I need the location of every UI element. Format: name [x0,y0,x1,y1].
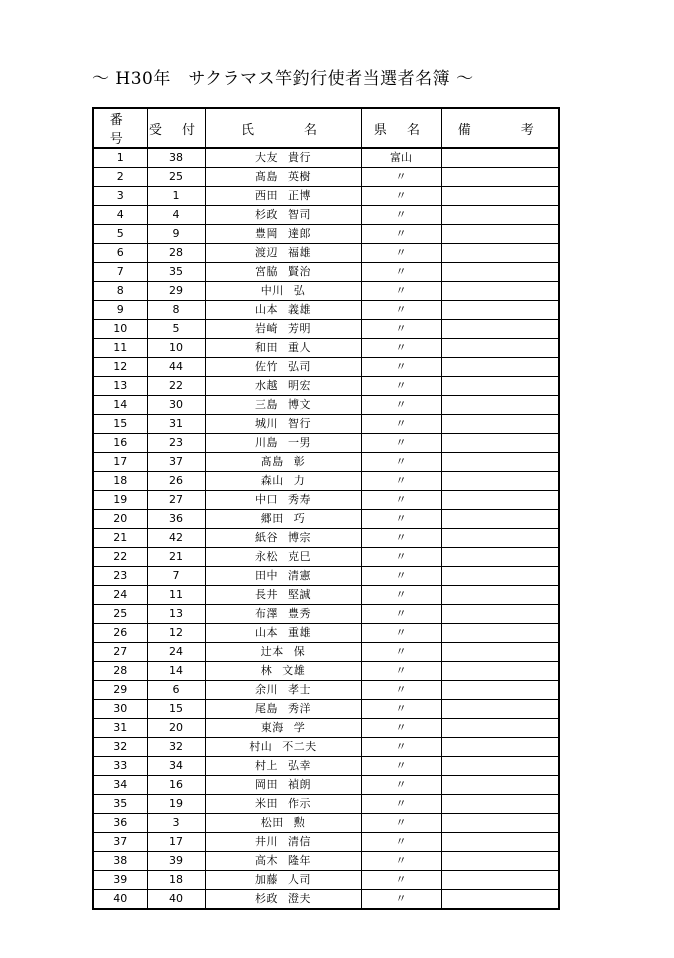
row-number-cell: 17 [93,453,147,472]
name-cell: 山本 重雄 [205,624,361,643]
name-cell: 高木 隆年 [205,852,361,871]
table-row [93,396,559,415]
prefecture-cell: 〃 [361,529,441,548]
receipt-number-cell: 30 [147,396,205,415]
row-number-cell: 4 [93,206,147,225]
row-number-cell: 15 [93,415,147,434]
name-cell: 宮脇 賢治 [205,263,361,282]
prefecture-cell: 〃 [361,605,441,624]
table-row [93,624,559,643]
receipt-number-cell: 13 [147,605,205,624]
name-cell: 加藤 人司 [205,871,361,890]
table-row [93,529,559,548]
prefecture-cell: 〃 [361,643,441,662]
remarks-cell [441,700,559,719]
row-number-cell: 20 [93,510,147,529]
remarks-cell [441,148,559,168]
name-cell: 松田 勲 [205,814,361,833]
remarks-cell [441,605,559,624]
prefecture-cell: 〃 [361,263,441,282]
receipt-number-cell: 20 [147,719,205,738]
remarks-cell [441,795,559,814]
header-name: 氏 名 [205,108,361,148]
row-number-cell: 36 [93,814,147,833]
receipt-number-cell: 27 [147,491,205,510]
prefecture-cell: 〃 [361,491,441,510]
prefecture-cell: 〃 [361,719,441,738]
remarks-cell [441,225,559,244]
remarks-cell [441,890,559,910]
table-row [93,206,559,225]
row-number-cell: 8 [93,282,147,301]
name-cell: 大友 貴行 [205,148,361,168]
table-row [93,282,559,301]
prefecture-cell: 〃 [361,168,441,187]
table-row [93,358,559,377]
table-row [93,548,559,567]
table-row [93,700,559,719]
row-number-cell: 11 [93,339,147,358]
row-number-cell: 25 [93,605,147,624]
remarks-cell [441,206,559,225]
receipt-number-cell: 44 [147,358,205,377]
receipt-number-cell: 36 [147,510,205,529]
row-number-cell: 14 [93,396,147,415]
table-row [93,643,559,662]
prefecture-cell: 〃 [361,757,441,776]
name-cell: 三島 博文 [205,396,361,415]
row-number-cell: 34 [93,776,147,795]
table-row [93,225,559,244]
name-cell: 郷田 巧 [205,510,361,529]
name-cell: 村上 弘幸 [205,757,361,776]
name-cell: 辻本 保 [205,643,361,662]
table-body [93,148,559,909]
name-cell: 余川 孝士 [205,681,361,700]
name-cell: 中川 弘 [205,282,361,301]
row-number-cell: 13 [93,377,147,396]
remarks-cell [441,187,559,206]
remarks-cell [441,244,559,263]
table-row [93,795,559,814]
name-cell: 杉政 澄夫 [205,890,361,910]
receipt-number-cell: 4 [147,206,205,225]
remarks-cell [441,548,559,567]
remarks-cell [441,168,559,187]
header-remarks: 備 考 [441,108,559,148]
prefecture-cell: 〃 [361,415,441,434]
remarks-cell [441,339,559,358]
prefecture-cell: 〃 [361,320,441,339]
row-number-cell: 31 [93,719,147,738]
row-number-cell: 32 [93,738,147,757]
remarks-cell [441,681,559,700]
receipt-number-cell: 7 [147,567,205,586]
row-number-cell: 24 [93,586,147,605]
row-number-cell: 16 [93,434,147,453]
remarks-cell [441,738,559,757]
table-row [93,148,559,168]
name-cell: 田中 清憲 [205,567,361,586]
receipt-number-cell: 26 [147,472,205,491]
receipt-number-cell: 8 [147,301,205,320]
receipt-number-cell: 10 [147,339,205,358]
name-cell: 中口 秀寿 [205,491,361,510]
receipt-number-cell: 18 [147,871,205,890]
receipt-number-cell: 37 [147,453,205,472]
remarks-cell [441,776,559,795]
remarks-cell [441,757,559,776]
receipt-number-cell: 5 [147,320,205,339]
prefecture-cell: 〃 [361,510,441,529]
prefecture-cell: 〃 [361,282,441,301]
header-receipt: 受 付 [147,108,205,148]
prefecture-cell: 〃 [361,377,441,396]
row-number-cell: 21 [93,529,147,548]
remarks-cell [441,624,559,643]
remarks-cell [441,320,559,339]
name-cell: 豊岡 達郎 [205,225,361,244]
receipt-number-cell: 11 [147,586,205,605]
name-cell: 西田 正博 [205,187,361,206]
row-number-cell: 30 [93,700,147,719]
prefecture-cell: 〃 [361,852,441,871]
row-number-cell: 22 [93,548,147,567]
prefecture-cell: 〃 [361,548,441,567]
receipt-number-cell: 39 [147,852,205,871]
prefecture-cell: 〃 [361,453,441,472]
table-row [93,434,559,453]
name-cell: 山本 義雄 [205,301,361,320]
table-row [93,263,559,282]
prefecture-cell: 〃 [361,871,441,890]
table-row [93,339,559,358]
header-number: 番 号 [93,108,147,148]
table-row [93,320,559,339]
table-row [93,719,559,738]
table-row [93,301,559,320]
prefecture-cell: 〃 [361,795,441,814]
receipt-number-cell: 3 [147,814,205,833]
prefecture-cell: 〃 [361,187,441,206]
row-number-cell: 27 [93,643,147,662]
prefecture-cell: 〃 [361,396,441,415]
remarks-cell [441,301,559,320]
table-row [93,871,559,890]
row-number-cell: 35 [93,795,147,814]
table-row [93,605,559,624]
header-prefecture: 県 名 [361,108,441,148]
row-number-cell: 2 [93,168,147,187]
name-cell: 尾島 秀洋 [205,700,361,719]
prefecture-cell: 〃 [361,358,441,377]
name-cell: 髙島 彰 [205,453,361,472]
table-row [93,681,559,700]
receipt-number-cell: 12 [147,624,205,643]
name-cell: 布澤 豊秀 [205,605,361,624]
table-row [93,377,559,396]
row-number-cell: 12 [93,358,147,377]
remarks-cell [441,871,559,890]
name-cell: 渡辺 福雄 [205,244,361,263]
table-row [93,453,559,472]
name-cell: 岩崎 芳明 [205,320,361,339]
remarks-cell [441,377,559,396]
table-row [93,472,559,491]
table-row [93,852,559,871]
row-number-cell: 28 [93,662,147,681]
table-row [93,168,559,187]
table-row [93,510,559,529]
table-row [93,757,559,776]
row-number-cell: 9 [93,301,147,320]
table-row [93,662,559,681]
name-cell: 佐竹 弘司 [205,358,361,377]
prefecture-cell: 〃 [361,890,441,910]
receipt-number-cell: 6 [147,681,205,700]
receipt-number-cell: 22 [147,377,205,396]
name-cell: 岡田 禎朗 [205,776,361,795]
remarks-cell [441,643,559,662]
remarks-cell [441,282,559,301]
table-row [93,567,559,586]
table-header-row [93,108,559,148]
name-cell: 水越 明宏 [205,377,361,396]
remarks-cell [441,510,559,529]
remarks-cell [441,472,559,491]
prefecture-cell: 富山 [361,148,441,168]
remarks-cell [441,396,559,415]
name-cell: 米田 作示 [205,795,361,814]
remarks-cell [441,263,559,282]
receipt-number-cell: 40 [147,890,205,910]
remarks-cell [441,358,559,377]
prefecture-cell: 〃 [361,567,441,586]
prefecture-cell: 〃 [361,662,441,681]
prefecture-cell: 〃 [361,244,441,263]
remarks-cell [441,453,559,472]
row-number-cell: 7 [93,263,147,282]
name-cell: 長井 堅誠 [205,586,361,605]
row-number-cell: 23 [93,567,147,586]
row-number-cell: 3 [93,187,147,206]
name-cell: 村山 不二夫 [205,738,361,757]
table-row [93,738,559,757]
row-number-cell: 10 [93,320,147,339]
receipt-number-cell: 32 [147,738,205,757]
remarks-cell [441,567,559,586]
name-cell: 林 文雄 [205,662,361,681]
remarks-cell [441,434,559,453]
name-cell: 紙谷 博宗 [205,529,361,548]
receipt-number-cell: 21 [147,548,205,567]
prefecture-cell: 〃 [361,339,441,358]
prefecture-cell: 〃 [361,738,441,757]
row-number-cell: 1 [93,148,147,168]
table-row [93,776,559,795]
receipt-number-cell: 25 [147,168,205,187]
row-number-cell: 40 [93,890,147,910]
row-number-cell: 33 [93,757,147,776]
prefecture-cell: 〃 [361,472,441,491]
row-number-cell: 39 [93,871,147,890]
prefecture-cell: 〃 [361,700,441,719]
row-number-cell: 19 [93,491,147,510]
remarks-cell [441,491,559,510]
receipt-number-cell: 16 [147,776,205,795]
table-row [93,187,559,206]
table-row [93,244,559,263]
name-cell: 東海 学 [205,719,361,738]
prefecture-cell: 〃 [361,586,441,605]
prefecture-cell: 〃 [361,776,441,795]
row-number-cell: 37 [93,833,147,852]
remarks-cell [441,814,559,833]
prefecture-cell: 〃 [361,833,441,852]
row-number-cell: 29 [93,681,147,700]
row-number-cell: 26 [93,624,147,643]
receipt-number-cell: 19 [147,795,205,814]
receipt-number-cell: 38 [147,148,205,168]
prefecture-cell: 〃 [361,681,441,700]
winners-table [92,107,560,910]
name-cell: 森山 力 [205,472,361,491]
name-cell: 川島 一男 [205,434,361,453]
table-row [93,491,559,510]
table-row [93,833,559,852]
prefecture-cell: 〃 [361,206,441,225]
table-row [93,890,559,910]
prefecture-cell: 〃 [361,301,441,320]
receipt-number-cell: 42 [147,529,205,548]
receipt-number-cell: 35 [147,263,205,282]
receipt-number-cell: 34 [147,757,205,776]
table-row [93,586,559,605]
receipt-number-cell: 24 [147,643,205,662]
remarks-cell [441,415,559,434]
remarks-cell [441,719,559,738]
name-cell: 永松 克巳 [205,548,361,567]
remarks-cell [441,662,559,681]
receipt-number-cell: 1 [147,187,205,206]
name-cell: 城川 智行 [205,415,361,434]
remarks-cell [441,833,559,852]
row-number-cell: 18 [93,472,147,491]
name-cell: 杉政 智司 [205,206,361,225]
table-row [93,415,559,434]
receipt-number-cell: 9 [147,225,205,244]
receipt-number-cell: 14 [147,662,205,681]
receipt-number-cell: 15 [147,700,205,719]
prefecture-cell: 〃 [361,434,441,453]
prefecture-cell: 〃 [361,624,441,643]
row-number-cell: 5 [93,225,147,244]
receipt-number-cell: 28 [147,244,205,263]
prefecture-cell: 〃 [361,814,441,833]
receipt-number-cell: 29 [147,282,205,301]
receipt-number-cell: 31 [147,415,205,434]
page-title: 〜 H30年 サクラマス竿釣行使者当選者名簿 〜 [92,69,474,89]
name-cell: 髙島 英樹 [205,168,361,187]
remarks-cell [441,586,559,605]
row-number-cell: 6 [93,244,147,263]
name-cell: 和田 重人 [205,339,361,358]
remarks-cell [441,852,559,871]
remarks-cell [441,529,559,548]
row-number-cell: 38 [93,852,147,871]
receipt-number-cell: 17 [147,833,205,852]
prefecture-cell: 〃 [361,225,441,244]
name-cell: 井川 清信 [205,833,361,852]
receipt-number-cell: 23 [147,434,205,453]
table-row [93,814,559,833]
